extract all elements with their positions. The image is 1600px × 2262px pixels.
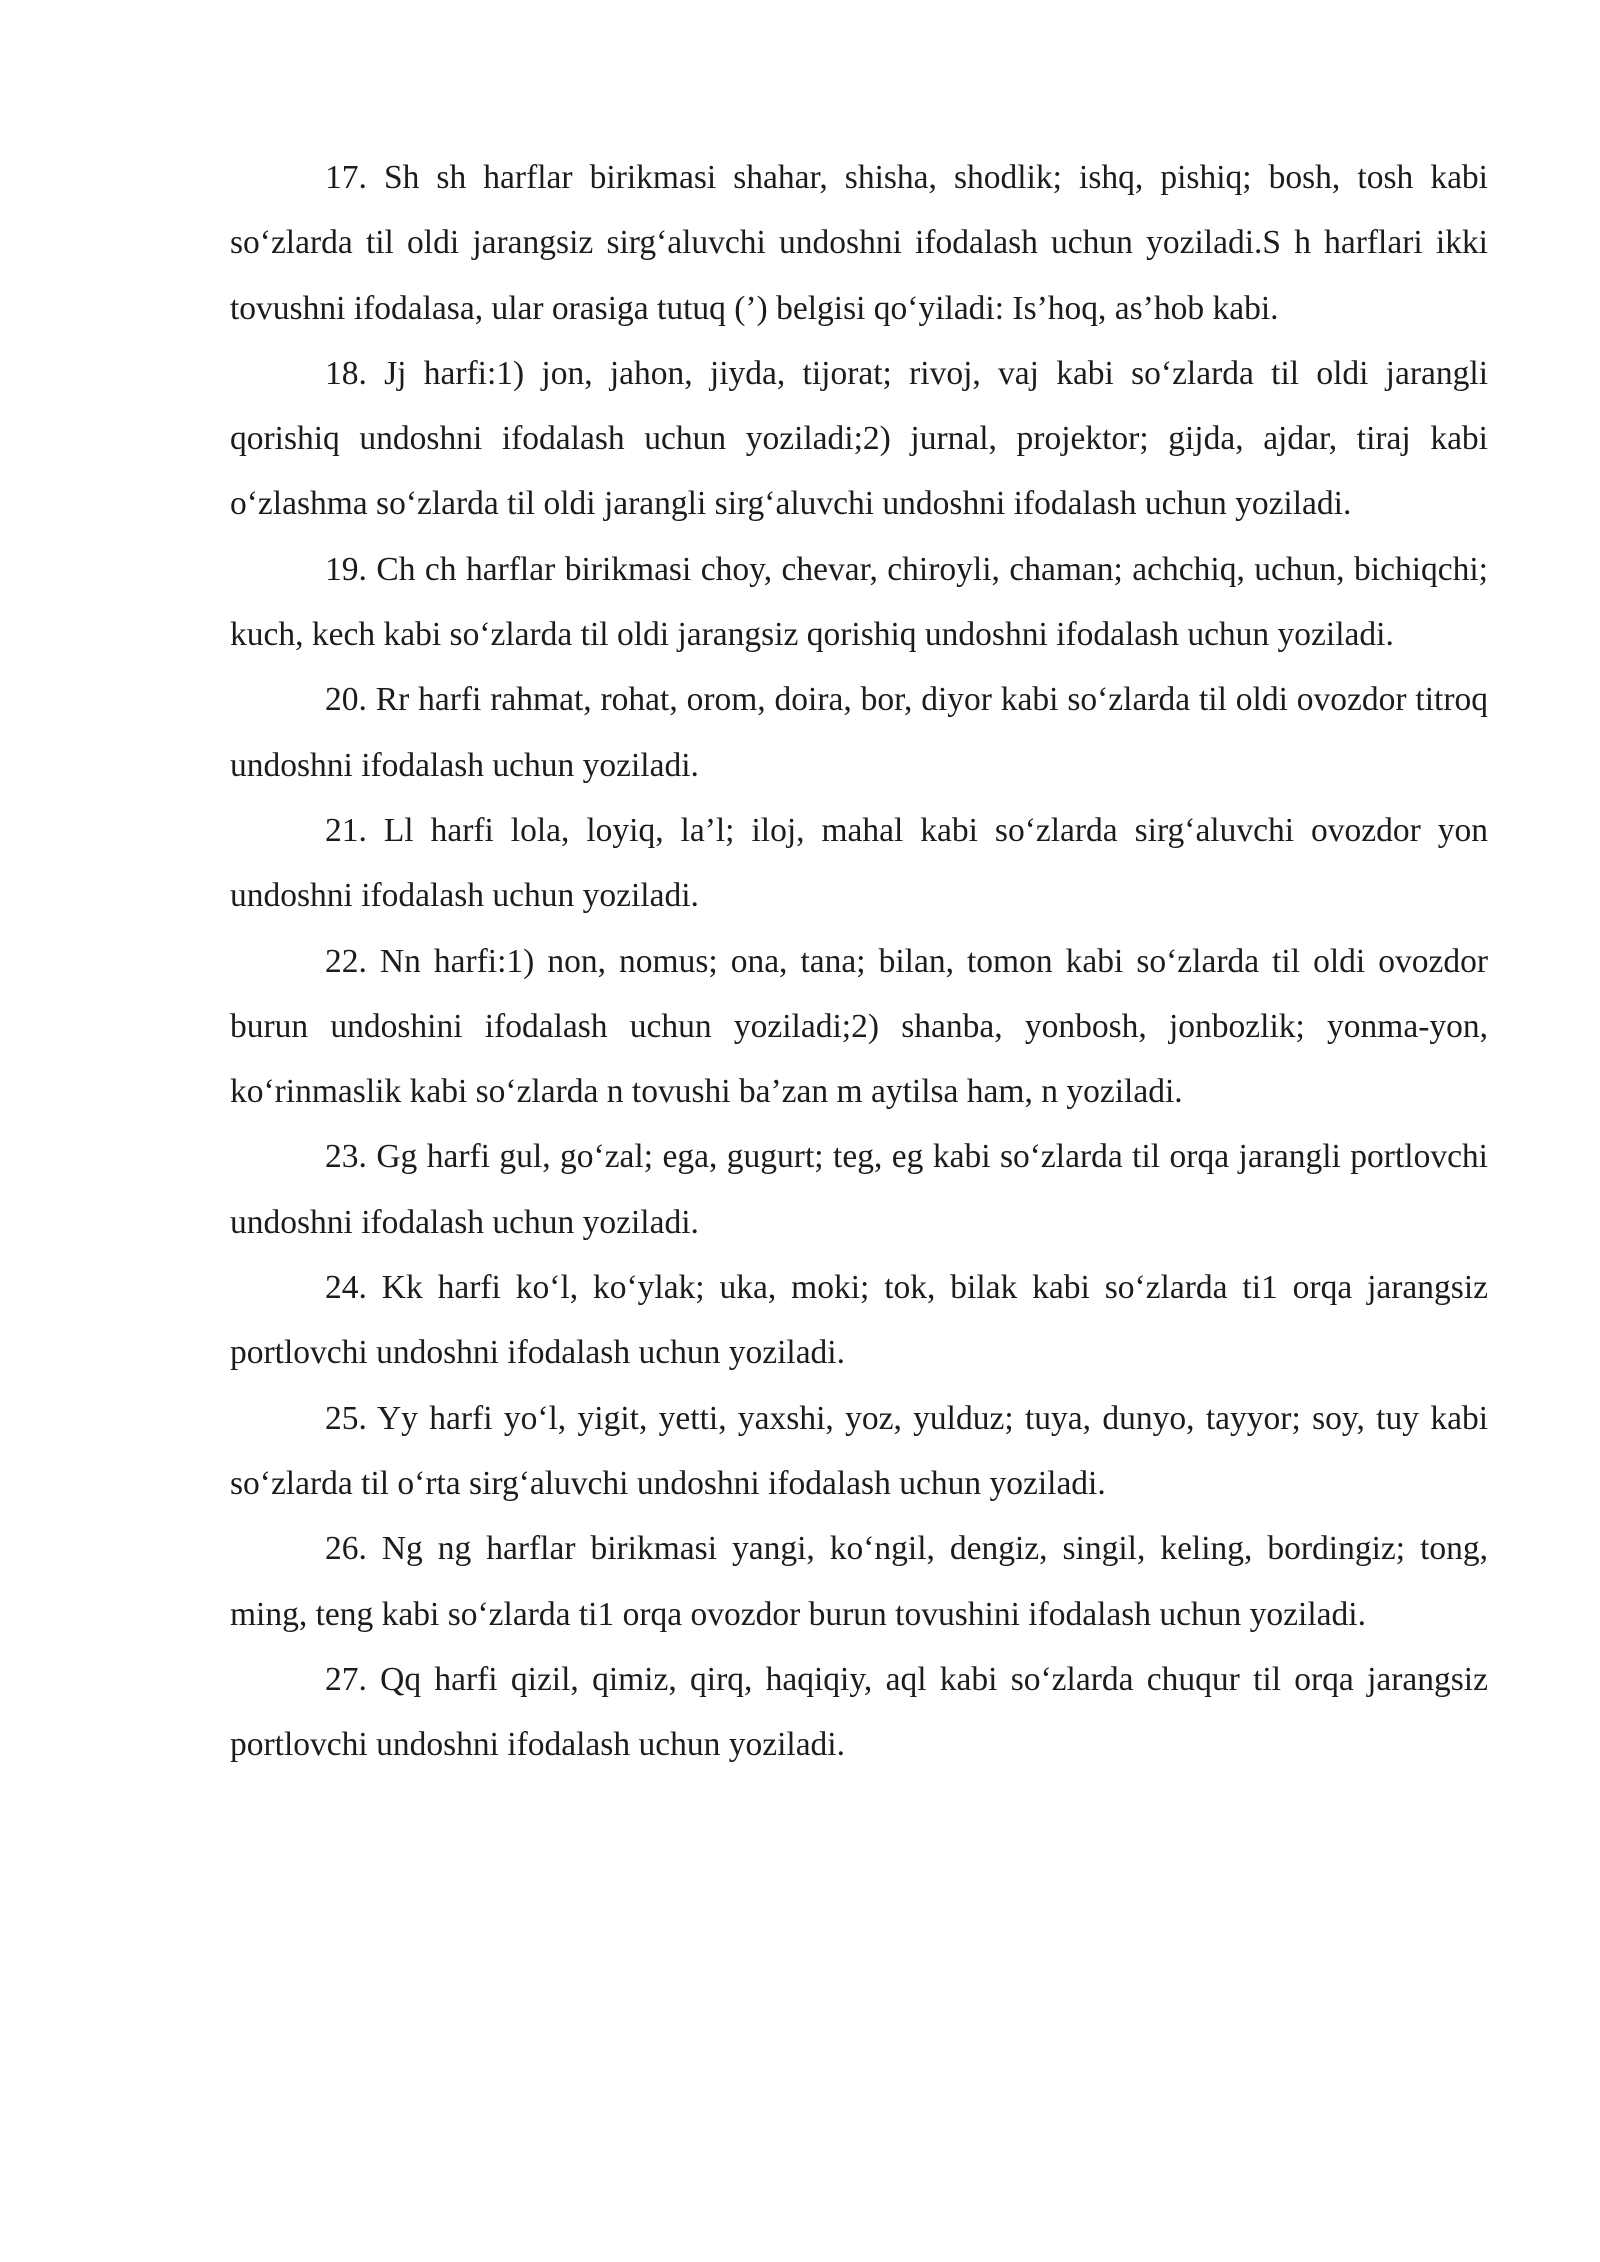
paragraph-17: 17. Sh sh harflar birikmasi shahar, shisha, shodlik; ishq, pishiq; bosh, tosh kabi so‘zlarda til oldi jarangsiz sirg‘aluvchi undoshni ifodalash uchun yoziladi.S h harflari ikki tovushni ifodalasa, ular orasiga tutuq (’) belgisi qo‘yiladi: Is’hoq, as’hob kabi.: [230, 159, 1488, 327]
paragraph-18: 18. Jj harfi:1) jon, jahon, jiyda, tijorat; rivoj, vaj kabi so‘zlarda til oldi jarangli qorishiq undoshni ifodalash uchun yoziladi;2) jurnal, projektor; gijda, ajdar, tiraj kabi o‘zlashma so‘zlarda til oldi jarangli sirg‘aluvchi undoshni ifodalash uchun yoziladi.: [230, 354, 1488, 523]
paragraph-21: 21. Ll harfi lola, loyiq, la’l; iloj, mahal kabi so‘zlarda sirg‘aluvchi ovozdor yon undoshni ifodalash uchun yoziladi.: [230, 811, 1488, 915]
document-body: [230, 145, 1488, 1777]
paragraph-26: 26. Ng ng harflar birikmasi yangi, ko‘ngil, dengiz, singil, keling, bordingiz; tong, ming, teng kabi so‘zlarda ti1 orqa ovozdor burun tovushini ifodalash uchun yoziladi.: [230, 1530, 1488, 1633]
paragraph-22: 22. Nn harfi:1) non, nomus; ona, tana; bilan, tomon kabi so‘zlarda til oldi ovozdor burun undoshini ifodalash uchun yoziladi;2) shanba, yonbosh, jonbozlik; yonma-yon, ko‘rinmaslik kabi so‘zlarda n tovushi ba’zan m aytilsa ham, n yoziladi.: [230, 942, 1488, 1111]
paragraph-19: 19. Ch ch harflar birikmasi choy, chevar, chiroyli, chaman; achchiq, uchun, bichiqchi; kuch, kech kabi so‘zlarda til oldi jarangsiz qorishiq undoshni ifodalash uchun yoziladi.: [230, 550, 1488, 654]
paragraph-23: 23. Gg harfi gul, go‘zal; ega, gugurt; teg, eg kabi so‘zlarda til orqa jarangli portlovchi undoshni ifodalash uchun yoziladi.: [230, 1138, 1488, 1241]
paragraph-25: 25. Yy harfi yo‘l, yigit, yetti, yaxshi, yoz, yulduz; tuya, dunyo, tayyor; soy, tuy kabi so‘zlarda til o‘rta sirg‘aluvchi undoshni ifodalash uchun yoziladi.: [230, 1399, 1488, 1502]
paragraph-20: 20. Rr harfi rahmat, rohat, orom, doira, bor, diyor kabi so‘zlarda til oldi ovozdor titroq undoshni ifodalash uchun yoziladi.: [230, 681, 1488, 784]
paragraph-24: 24. Kk harfi ko‘l, ko‘ylak; uka, moki; tok, bilak kabi so‘zlarda ti1 orqa jarangsiz portlovchi undoshni ifodalash uchun yoziladi.: [230, 1269, 1488, 1372]
paragraph-27: 27. Qq harfi qizil, qimiz, qirq, haqiqiy, aql kabi so‘zlarda chuqur til orqa jarangsiz portlovchi undoshni ifodalash uchun yoziladi.: [230, 1660, 1488, 1764]
